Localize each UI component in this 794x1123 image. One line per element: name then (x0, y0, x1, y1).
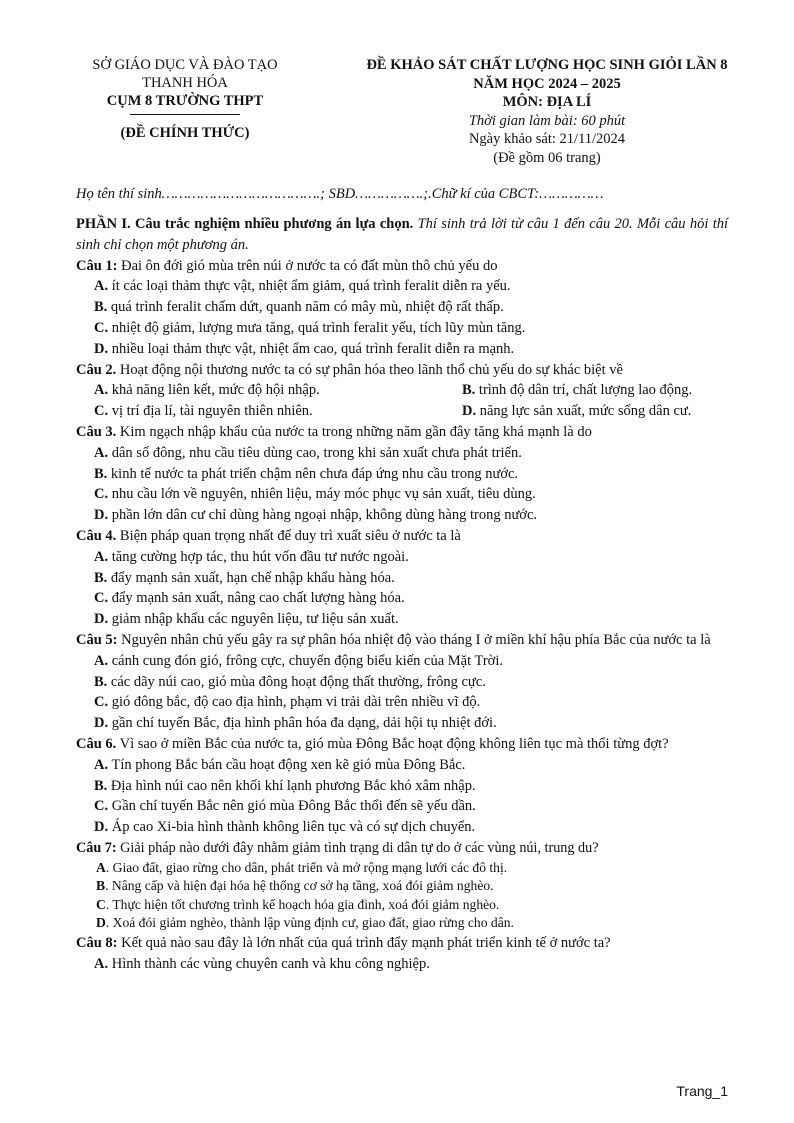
option-a (94, 443, 728, 464)
option-label: B. (94, 465, 108, 482)
option-text: dân số đông, nhu cầu tiêu dùng cao, trong khi sản xuất chưa phát triển. (108, 444, 522, 461)
subject: MÔN: ĐỊA LÍ (502, 94, 592, 110)
option-label: B. (94, 777, 108, 794)
option-label: C (96, 896, 106, 912)
part1-title: PHẦN I. Câu trắc nghiệm nhiều phương án lựa chọn. (76, 216, 414, 232)
option-label: D. (462, 403, 477, 420)
option-label: B. (94, 569, 108, 586)
question-number: Câu 2. (76, 361, 117, 378)
question-number: Câu 4. (76, 527, 117, 544)
part1-heading (76, 214, 728, 256)
option-c (94, 692, 728, 713)
option-label: D. (94, 715, 109, 732)
question-text: Biện pháp quan trọng nhất để duy trì xuất siêu ở nước ta là (116, 527, 461, 544)
option-text: Tín phong Bắc bán cầu hoạt động xen kẽ gió mùa Đông Bắc. (108, 756, 466, 773)
issuer-department: SỞ GIÁO DỤC VÀ ĐÀO TẠO (92, 57, 278, 73)
option-a (94, 954, 728, 975)
option-a (94, 276, 728, 297)
option-label: B. (462, 382, 476, 399)
question-text: Nguyên nhân chủ yếu gây ra sự phân hóa nhiệt độ vào tháng I ở miền khí hậu phía Bắc của nước ta là (117, 631, 711, 648)
option-label: D. (94, 340, 109, 357)
option-a (94, 651, 728, 672)
question-text: Kết quả nào sau đây là lớn nhất của quá trình đẩy mạnh phát triển kinh tế ở nước ta? (117, 934, 611, 951)
option-text: gió đông bắc, độ cao địa hình, phạm vi trải dài trên nhiều vĩ độ. (108, 694, 481, 711)
option-label: C. (94, 798, 109, 815)
option-text: các dãy núi cao, gió mùa đông hoạt động thất thường, frông cực. (107, 673, 486, 690)
question-number: Câu 5: (76, 631, 118, 648)
question-text: Giải pháp nào dưới đây nhằm giảm tình trạng di dân tự do ở các vùng núi, trung du? (116, 839, 599, 856)
question-text: Đai ôn đới gió mùa trên núi ở nước ta có đất mùn thô chủ yếu do (117, 257, 498, 274)
question-6 (76, 734, 728, 838)
question-5 (76, 630, 728, 734)
official-exam-label: (ĐỀ CHÍNH THỨC) (120, 125, 250, 141)
question-stem (76, 422, 728, 443)
option-d (94, 505, 728, 526)
option-text: nhiệt độ giảm, lượng mưa tăng, quá trình feralit yếu, tích lũy mùn tăng. (108, 319, 526, 336)
question-stem (76, 734, 728, 755)
question-1 (76, 256, 728, 360)
option-b (94, 464, 728, 485)
option-c (94, 588, 728, 609)
option-c (96, 896, 728, 915)
option-b (94, 297, 728, 318)
option-b (94, 568, 728, 589)
option-text: Địa hình núi cao nên khối khí lạnh phương Bắc khó xâm nhập. (107, 777, 476, 794)
option-text: Hình thành các vùng chuyên canh và khu công nghiệp. (108, 955, 430, 972)
question-stem (76, 526, 728, 547)
option-label: B (96, 878, 106, 894)
option-b (96, 877, 728, 896)
option-row (94, 380, 728, 401)
question-8 (76, 933, 728, 975)
exam-title: ĐỀ KHẢO SÁT CHẤT LƯỢNG HỌC SINH GIỎI LẦN 8 (366, 57, 728, 73)
exam-body (76, 214, 728, 974)
question-number: Câu 6. (76, 735, 117, 752)
question-number: Câu 7: (76, 839, 117, 856)
question-stem (76, 933, 728, 954)
question-number: Câu 8: (76, 934, 118, 951)
question-number: Câu 3. (76, 423, 117, 440)
option-label: B. (94, 299, 108, 316)
option-label: C. (94, 319, 109, 336)
option-text: quá trình feralit chấm dứt, quanh năm có mây mù, nhiệt độ rất thấp. (107, 299, 504, 316)
option-label: C. (94, 486, 109, 503)
option-text: . Giao đất, giao rừng cho dân, phát triển và mở rộng mạng lưới các đô thị. (105, 859, 508, 875)
question-text: Kim ngạch nhập khẩu của nước ta trong những năm gần đây tăng khá mạnh là do (116, 423, 592, 440)
page-number: Trang_1 (676, 1083, 728, 1099)
option-d (94, 339, 728, 360)
option-text: khả năng liên kết, mức độ hội nhập. (108, 382, 320, 399)
option-text: . Thực hiện tốt chương trình kế hoạch hóa gia đình, xoá đói giảm nghèo. (105, 896, 500, 912)
option-a (96, 859, 728, 878)
option-text: ít các loại thảm thực vật, nhiệt ẩm giảm, quá trình feralit diễn ra yếu. (108, 278, 511, 295)
option-text: tăng cường hợp tác, thu hút vốn đầu tư nước ngoài. (108, 548, 409, 565)
part1-instruction: Thí sinh trả lời từ câu 1 đến câu 20. Mỗi câu hỏi thí sinh chỉ chọn một phương án. (76, 216, 728, 253)
question-stem (76, 360, 728, 381)
option-text: nhu cầu lớn về nguyên, nhiên liệu, máy móc phục vụ sản xuất, tiêu dùng. (108, 486, 536, 503)
option-text: đẩy mạnh sản xuất, hạn chế nhập khẩu hàng hóa. (107, 569, 395, 586)
header-divider (130, 114, 240, 115)
page-count: (Đề gồm 06 trang) (493, 149, 601, 166)
option-text: kinh tế nước ta phát triển chậm nên chưa đáp ứng nhu cầu trong nước. (107, 465, 519, 482)
option-text: đẩy mạnh sản xuất, nâng cao chất lượng hàng hóa. (108, 590, 405, 607)
option-label: A. (94, 278, 109, 295)
option-row (94, 401, 728, 422)
option-label: D. (94, 819, 109, 836)
option-a (94, 380, 462, 401)
option-label: D. (94, 611, 109, 628)
question-3 (76, 422, 728, 526)
option-label: A. (94, 756, 109, 773)
option-label: A (96, 859, 106, 875)
issuer-block (60, 56, 310, 142)
question-2 (76, 360, 728, 422)
question-number: Câu 1: (76, 257, 118, 274)
time-limit: Thời gian làm bài: 60 phút (468, 112, 626, 129)
option-d (96, 914, 728, 933)
question-stem (76, 630, 728, 651)
option-label: A. (94, 548, 109, 565)
option-c (94, 796, 728, 817)
option-label: D. (94, 507, 109, 524)
question-text: Hoạt động nội thương nước ta có sự phân hóa theo lãnh thổ chủ yếu do sự khác biệt về (116, 361, 623, 378)
option-text: vị trí địa lí, tài nguyên thiên nhiên. (108, 403, 313, 420)
option-text: phần lớn dân cư chỉ dùng hàng ngoại nhập, không dùng hàng trong nước. (108, 507, 538, 524)
option-text: . Nâng cấp và hiện đại hóa hệ thống cơ sở hạ tầng, xoá đói giảm nghèo. (105, 878, 494, 894)
option-d (94, 609, 728, 630)
question-text: Vì sao ở miền Bắc của nước ta, gió mùa Đông Bắc hoạt động không liên tục mà thổi từng đợt? (116, 735, 669, 752)
option-b (462, 380, 728, 401)
option-label: A. (94, 652, 109, 669)
question-7 (76, 838, 728, 933)
option-b (94, 776, 728, 797)
option-label: B. (94, 673, 108, 690)
option-b (94, 672, 728, 693)
issuer-province: THANH HÓA (142, 75, 228, 91)
issuer-school-cluster: CỤM 8 TRƯỜNG THPT (106, 93, 264, 109)
question-stem (76, 838, 728, 859)
option-c (94, 484, 728, 505)
option-text: nhiều loại thảm thực vật, nhiệt ẩm cao, quá trình feralit diễn ra mạnh. (108, 340, 515, 357)
option-d (94, 817, 728, 838)
option-label: C. (94, 590, 109, 607)
option-label: C. (94, 694, 109, 711)
question-stem (76, 256, 728, 277)
candidate-info-line: Họ tên thí sinh……………………………….; SBD…………….;.Chữ kí của CBCT:…………… (76, 186, 604, 202)
option-text: gần chí tuyến Bắc, địa hình phân hóa đa dạng, dải hội tụ nhiệt đới. (108, 715, 497, 732)
option-text: năng lực sản xuất, mức sống dân cư. (476, 403, 692, 420)
option-a (94, 755, 728, 776)
option-text: cánh cung đón gió, frông cực, chuyển động biểu kiến của Mặt Trời. (108, 652, 503, 669)
option-c (94, 401, 462, 422)
option-label: D (96, 915, 106, 931)
option-text: giảm nhập khẩu các nguyên liệu, tư liệu sản xuất. (108, 611, 399, 628)
option-text: trình độ dân trí, chất lượng lao động. (475, 382, 693, 399)
option-d (94, 713, 728, 734)
exam-date: Ngày khảo sát: 21/11/2024 (468, 131, 626, 147)
option-text: Gần chí tuyến Bắc nên gió mùa Đông Bắc thổi đến sẽ yếu dần. (108, 798, 476, 815)
option-d (462, 401, 728, 422)
option-label: A. (94, 382, 109, 399)
option-c (94, 318, 728, 339)
question-4 (76, 526, 728, 630)
exam-info-block (300, 56, 794, 167)
option-text: Áp cao Xi-bia hình thành không liên tục và có sự dịch chuyển. (108, 819, 476, 836)
school-year: NĂM HỌC 2024 – 2025 (473, 75, 621, 92)
option-label: A. (94, 955, 109, 972)
option-text: . Xoá đói giảm nghèo, thành lập vùng định cư, giao đất, giao rừng cho dân. (105, 915, 514, 931)
option-label: A. (94, 444, 109, 461)
option-label: C. (94, 403, 109, 420)
option-a (94, 547, 728, 568)
